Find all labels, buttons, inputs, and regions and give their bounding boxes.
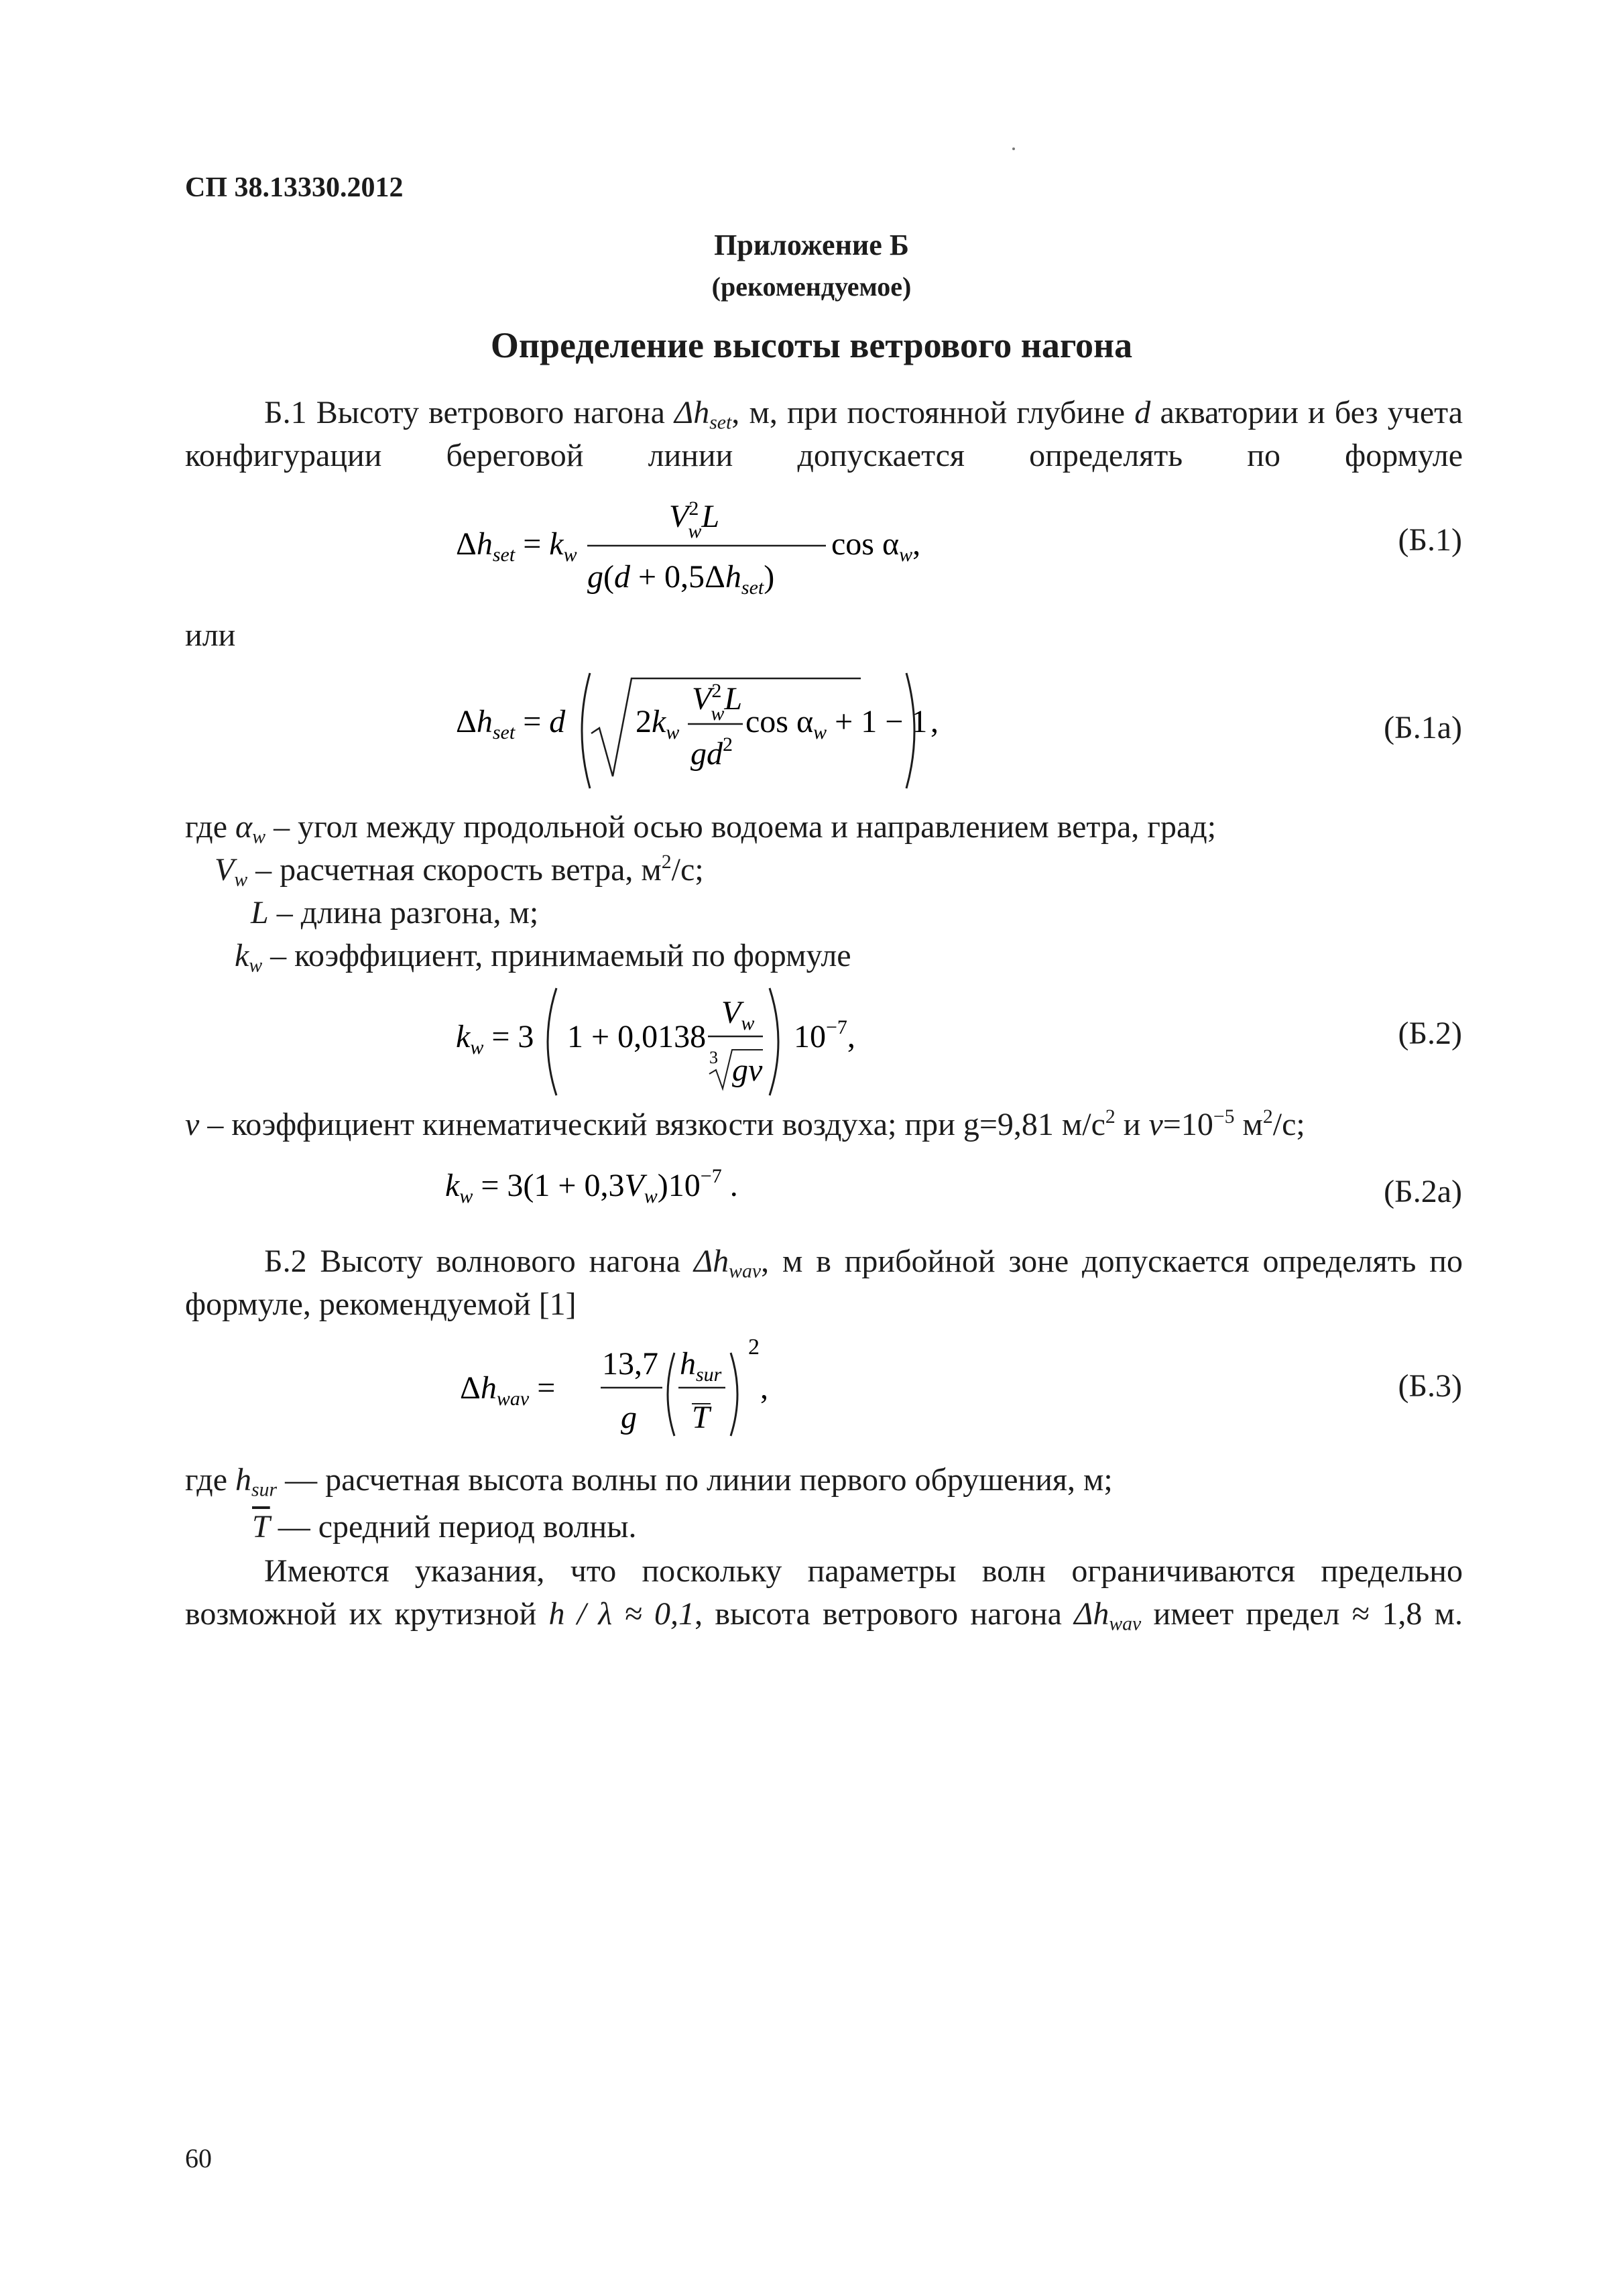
svg-text:1 + 0,0138: 1 + 0,0138: [567, 1019, 707, 1054]
or-word: или: [185, 617, 236, 653]
equation-b2a: [445, 1160, 780, 1213]
svg-text:T: T: [692, 1400, 710, 1435]
note-paragraph: Имеются указания, что поскольку параметры волн ограничиваются предельно возможной их крутизной h / λ ≈ 0,1, высота ветрового нагона $\Delta h_{wav}$ имеет предел ≈ 1,8 м.: [185, 1553, 1463, 1635]
paragraph-b1: Б.1 Высоту ветрового нагона $\Delta h_{set}$, м, при постоянной глубине d акватории и без учета конфигурации береговой линии допускается определять по формуле: [185, 395, 1463, 473]
def-l: L – длина разгона, м;: [251, 895, 539, 930]
svg-text:Δhset = d: $\Delta h_{set} = d$: [456, 704, 566, 743]
section-heading: Определение высоты ветрового нагона: [490, 325, 1133, 365]
equation-number-b1: (Б.1): [1398, 522, 1462, 558]
svg-text:V2wL: $V^2$ wL: [669, 497, 720, 542]
svg-text:Vw: $V_w$: [721, 995, 755, 1034]
svg-text:hsur: $h_{sur}$: [680, 1346, 722, 1386]
def-t: $\overline{T}$ — средний период волны.: [252, 1509, 637, 1545]
svg-text:13,7: 13,7: [602, 1346, 658, 1382]
symbol-dh-set: $\Delta h_{set}$: [674, 395, 732, 434]
equation-number-b1a: (Б.1а): [1384, 710, 1462, 745]
def-alpha: где $\alpha_w$ – угол между продольной осью водоема и направлением ветра, град;: [185, 809, 1217, 848]
equation-number-b2: (Б.2): [1398, 1016, 1462, 1051]
svg-text:cos αw + 1 − 1: $\cos \alpha_w + 1 - 1$: [745, 704, 928, 743]
def-v: $V_w$ – расчетная скорость ветра, $м^2/с$;: [215, 851, 704, 891]
svg-text:kw = 3(1 + 0,3Vw)10−7 .: $k_w = 3(1 + 0,3V_w)10^{-7}$ .: [445, 1165, 738, 1207]
document-code: СП 38.13330.2012: [185, 172, 404, 203]
svg-text:Δhset = kw: $\Delta h_{set} = k_w$: [456, 526, 577, 566]
equation-b2: [456, 980, 925, 1101]
svg-text:gv: gv: [732, 1052, 763, 1088]
svg-text:2kw: $2k_w$: [636, 704, 680, 743]
svg-text:g(d + 0,5Δhset): $g(d + 0,5\Delta h_{set})$: [587, 559, 775, 599]
scan-speck: [1012, 147, 1015, 150]
svg-text:g: g: [621, 1400, 637, 1435]
svg-text:,: ,: [930, 704, 939, 739]
nu-line: ν – коэффициент кинематический вязкости воздуха; при g=9,81 $м/с^2$ и $\nu=10^{-5}$ $м^2/с$;: [185, 1105, 1305, 1142]
svg-text:V2wL: $V^2$ wL: [692, 680, 743, 725]
svg-text:10−7,: $10^{-7}$,: [794, 1016, 855, 1054]
page-number: 60: [185, 2143, 212, 2173]
appendix-title: Приложение Б: [714, 229, 909, 261]
svg-text:Δhwav =: $\Delta h_{wav}$ =: [460, 1370, 556, 1410]
def-h-sur: где $h_{sur}$ — расчетная высота волны по линии первого обрушения, м;: [185, 1462, 1113, 1501]
equation-number-b2a: (Б.2а): [1384, 1174, 1462, 1209]
svg-text:3: 3: [709, 1048, 718, 1067]
svg-text:gd2: $gd^2$: [690, 733, 733, 772]
equation-b3: [460, 1334, 782, 1448]
equation-b1: [456, 489, 965, 603]
appendix-subtitle: (рекомендуемое): [711, 271, 912, 302]
svg-text:kw = 3: $k_w = 3$: [456, 1019, 534, 1059]
svg-text:,: ,: [760, 1370, 768, 1406]
def-k: $k_w$ – коэффициент, принимаемый по формуле: [235, 938, 851, 977]
svg-text:2: 2: [748, 1335, 760, 1360]
equation-number-b3: (Б.3): [1398, 1368, 1462, 1404]
equation-b1a: [456, 664, 952, 798]
svg-text:cos αw,: $\cos \alpha_w$,: [831, 526, 921, 566]
paragraph-b2: Б.2 Высоту волнового нагона $\Delta h_{wav}$, м в прибойной зоне допускается определять по формуле, рекомендуемой [1]: [185, 1244, 1463, 1322]
